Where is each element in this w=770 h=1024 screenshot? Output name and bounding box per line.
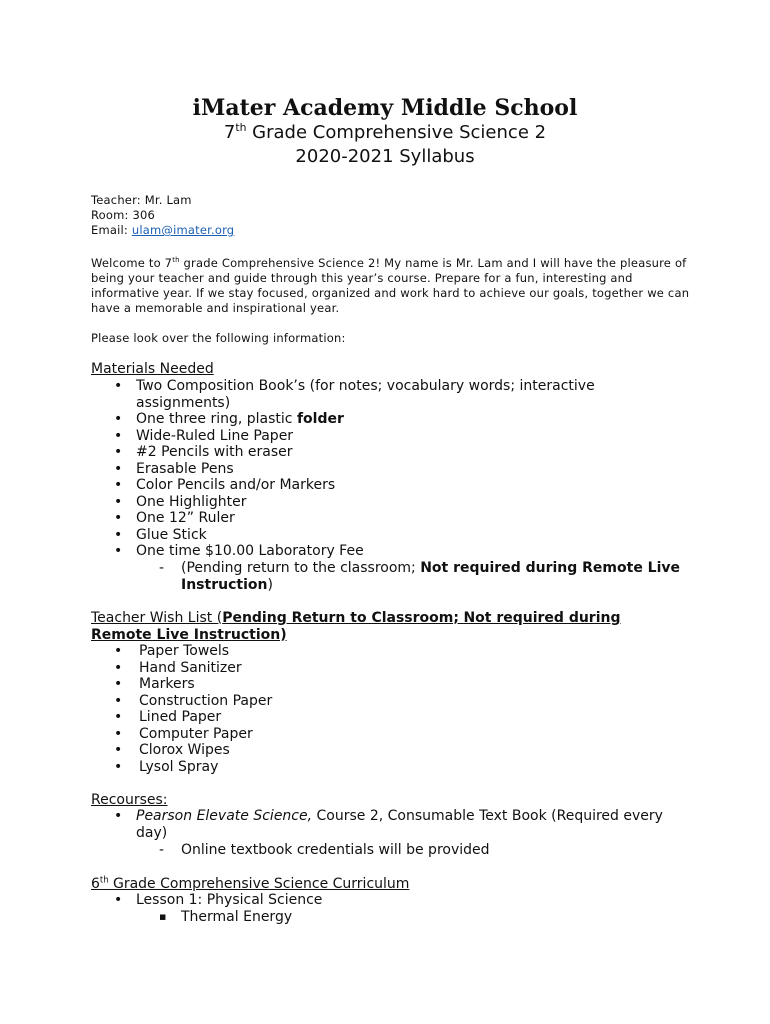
teacher-info xyxy=(91,193,234,238)
email-line: Email: ulam@imater.org xyxy=(91,223,235,237)
list-item: • Hand Sanitizer xyxy=(114,659,242,676)
syllabus-year: 2020-2021 Syllabus xyxy=(295,146,475,167)
list-item: • Wide-Ruled Line Paper xyxy=(114,427,294,444)
list-item: • Glue Stick xyxy=(114,526,207,543)
wishlist-list xyxy=(114,643,539,775)
list-item: • Erasable Pens xyxy=(114,460,234,477)
email-link[interactable]: ulam@imater.org xyxy=(131,223,235,237)
resources-list xyxy=(114,808,676,841)
list-item: • One Highlighter xyxy=(114,493,247,510)
list-item: • Lysol Spray xyxy=(114,758,219,775)
list-item: • Computer Paper xyxy=(114,725,253,742)
list-item: • Construction Paper xyxy=(114,692,273,709)
please-note: Please look over the following information: xyxy=(91,331,346,345)
list-item: • One 12” Ruler xyxy=(114,510,235,526)
fee-note: - (Pending return to the classroom; Not required during Remote Live Instruction) xyxy=(159,560,681,593)
wishlist-heading: Teacher Wish List (Pending Return to Classroom; Not required during Remote Live Instruction) xyxy=(91,610,621,643)
list-item: • Two Composition Book’s (for notes; vocabulary words; interactive assignments) xyxy=(114,378,595,411)
materials-list xyxy=(114,378,676,560)
resources-sub: - Online textbook credentials will be provided xyxy=(159,842,490,858)
materials-heading: Materials Needed xyxy=(91,361,214,377)
teacher-name: Teacher: Mr. Lam xyxy=(91,193,192,207)
list-item: • #2 Pencils with eraser xyxy=(114,444,293,460)
list-item: • Pearson Elevate Science, Course 2, Consumable Text Book (Required every day) xyxy=(114,808,663,841)
list-item: • Markers xyxy=(114,676,195,692)
curriculum-topic: ▪ Thermal Energy xyxy=(159,909,293,925)
welcome-paragraph: Welcome to 7th grade Comprehensive Science 2! My name is Mr. Lam and I will have the pleasure of being your teacher and guide through this year’s course. Prepare for a fun, interesting and informative year. If we stay focused, organized and work hard to achieve our goals, together we can have a memorable and inspirational year. xyxy=(91,256,690,315)
list-item: • One time $10.00 Laboratory Fee xyxy=(114,543,364,559)
list-item: • Clorox Wipes xyxy=(114,742,230,758)
school-name: iMater Academy Middle School xyxy=(192,95,578,121)
list-item: • Paper Towels xyxy=(114,643,230,659)
room-number: Room: 306 xyxy=(91,208,156,222)
list-item: • Lined Paper xyxy=(114,709,222,725)
resources-heading: Recourses: xyxy=(91,792,168,808)
curriculum-list xyxy=(114,892,636,909)
course-title: 7th Grade Comprehensive Science 2 xyxy=(223,121,547,143)
list-item: • Lesson 1: Physical Science xyxy=(114,892,323,908)
list-item: • One three ring, plastic folder xyxy=(114,411,344,427)
list-item: • Color Pencils and/or Markers xyxy=(114,477,336,493)
curriculum-heading: 6th Grade Comprehensive Science Curriculum xyxy=(91,874,410,892)
